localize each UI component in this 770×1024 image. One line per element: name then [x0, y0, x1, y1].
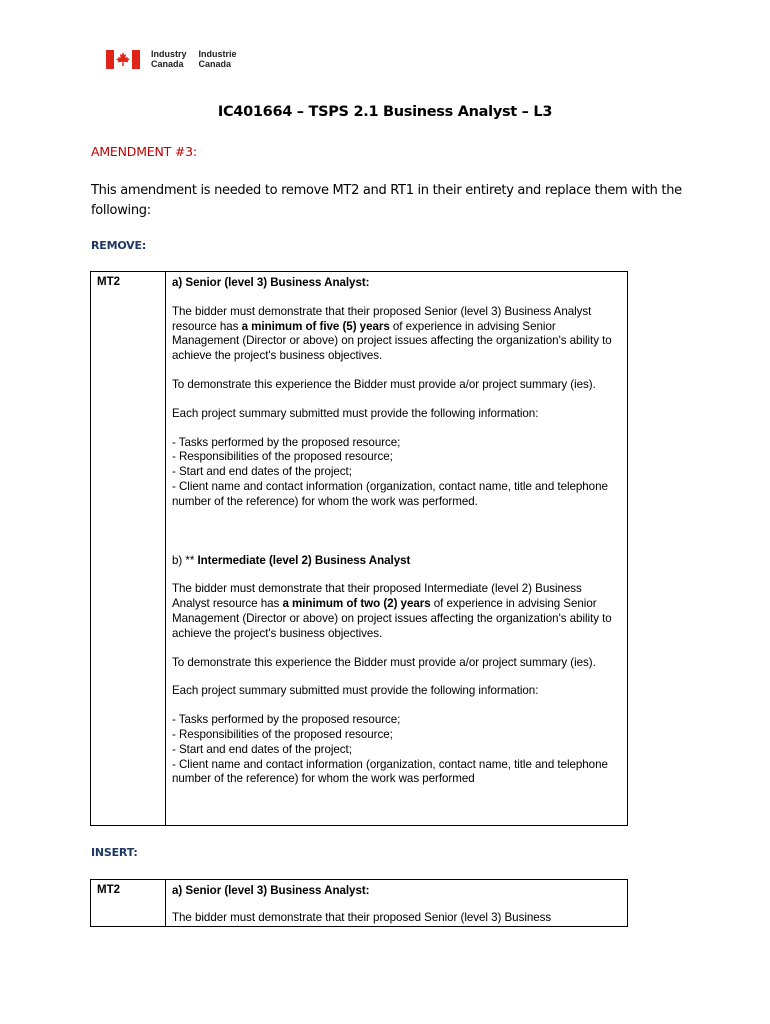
insert-code-cell: MT2	[91, 880, 166, 926]
list-item: - Tasks performed by the proposed resource;	[172, 713, 401, 727]
list-item: - Client name and contact information (organization, contact name, title and telephone number of the reference) for whom the work was performed	[172, 757, 608, 786]
senior-paragraph-1: The bidder must demonstrate that their proposed Senior (level 3) Business Analyst resource has a minimum of five (5) years of experience in advising Senior Management (Director or above) on project issues affecting the organization's ability to achieve the project's business objectives.	[172, 304, 612, 363]
remove-body-cell	[166, 272, 627, 825]
list-item: - Client name and contact information (organization, contact name, title and telephone number of the reference) for whom the work was performed.	[172, 479, 608, 508]
industry-canada-logo	[106, 49, 237, 69]
remove-table	[90, 271, 628, 826]
amendment-heading: AMENDMENT #3:	[91, 144, 197, 159]
intermediate-paragraph-3: Each project summary submitted must provide the following information:	[172, 684, 539, 698]
logo-fr-line1: Industrie	[198, 49, 237, 59]
senior-paragraph-3: Each project summary submitted must provide the following information:	[172, 406, 539, 420]
intermediate-heading: b) ** Intermediate (level 2) Business Analyst	[172, 553, 411, 567]
intermediate-paragraph-1: The bidder must demonstrate that their proposed Intermediate (level 2) Business Analyst resource has a minimum of two (2) years of experience in advising Senior Management (Director or above) on project issues affecting the organization's ability to achieve the project's business objectives.	[172, 582, 612, 640]
senior-paragraph-2: To demonstrate this experience the Bidder must provide a/or project summary (ies).	[172, 377, 596, 391]
list-item: - Responsibilities of the proposed resource;	[172, 450, 393, 464]
list-item: - Tasks performed by the proposed resource;	[172, 435, 401, 449]
intermediate-requirements-list	[172, 713, 621, 787]
insert-label: INSERT:	[91, 846, 138, 859]
logo-en-line2: Canada	[151, 59, 184, 69]
insert-heading: a) Senior (level 3) Business Analyst:	[172, 884, 370, 897]
senior-requirements-list	[172, 436, 621, 510]
insert-body-cell	[166, 880, 627, 926]
remove-code-cell: MT2	[91, 272, 166, 825]
senior-heading: a) Senior (level 3) Business Analyst:	[172, 276, 370, 289]
logo-wordmark	[151, 49, 237, 69]
logo-fr-line2: Canada	[198, 59, 232, 69]
canada-flag-icon	[106, 50, 140, 69]
list-item: - Start and end dates of the project;	[172, 465, 352, 479]
list-item: - Responsibilities of the proposed resource;	[172, 727, 393, 741]
insert-paragraph-1: The bidder must demonstrate that their proposed Senior (level 3) Business	[172, 910, 552, 924]
intermediate-paragraph-2: To demonstrate this experience the Bidder must provide a/or project summary (ies).	[172, 655, 596, 669]
document-title: IC401664 – TSPS 2.1 Business Analyst – L3	[217, 104, 553, 120]
intro-paragraph: This amendment is needed to remove MT2 and RT1 in their entirety and replace them with the following:	[91, 183, 682, 218]
remove-label: REMOVE:	[91, 239, 147, 252]
logo-en-line1: Industry	[151, 49, 187, 59]
list-item: - Start and end dates of the project;	[172, 742, 352, 756]
insert-table	[90, 879, 628, 927]
